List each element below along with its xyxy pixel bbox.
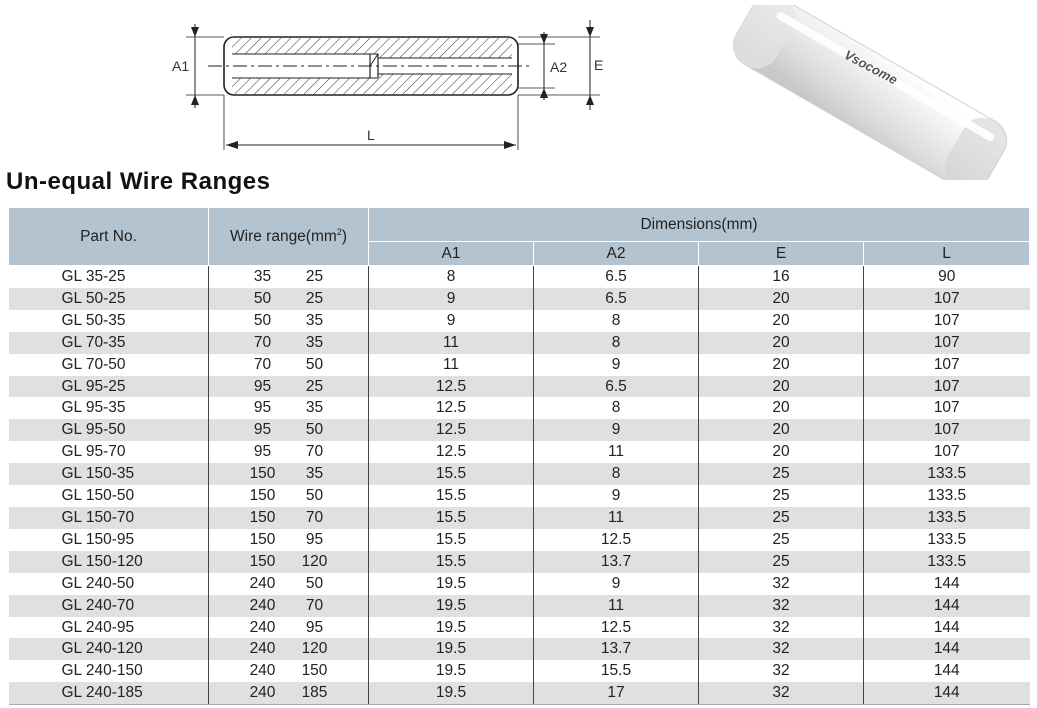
cell-l: 107 [864, 310, 1030, 332]
cell-l: 144 [864, 573, 1030, 595]
cell-a2: 17 [534, 682, 699, 704]
cell-a2: 13.7 [534, 551, 699, 573]
cell-e: 20 [699, 310, 864, 332]
wire-range-2: 25 [305, 268, 324, 285]
table-row [9, 638, 1030, 660]
cell-a1: 9 [369, 288, 534, 310]
cell-a1: 12.5 [369, 441, 534, 463]
cell-a1: 15.5 [369, 463, 534, 485]
cell-a1: 19.5 [369, 573, 534, 595]
cell-e: 32 [699, 595, 864, 617]
cell-a2: 9 [534, 573, 699, 595]
header-dimensions: Dimensions(mm) [369, 208, 1030, 242]
cell-a1: 15.5 [369, 485, 534, 507]
cell-e: 20 [699, 354, 864, 376]
cell-a2: 8 [534, 310, 699, 332]
cell-a1: 11 [369, 332, 534, 354]
wire-range-1: 95 [253, 443, 272, 461]
cell-part-no: GL 150-95 [61, 530, 135, 548]
cell-a1: 15.5 [369, 551, 534, 573]
header-e: E [699, 242, 864, 266]
wire-range-2: 35 [305, 399, 324, 417]
table-row [9, 595, 1030, 617]
header-a1: A1 [369, 242, 534, 266]
wire-range-1: 95 [253, 399, 272, 417]
table-row [9, 507, 1030, 529]
cell-part-no: GL 50-25 [9, 288, 209, 310]
wire-range-1: 50 [253, 311, 272, 329]
table-row [9, 682, 1030, 704]
wire-range-2: 35 [305, 465, 324, 483]
cell-wire-range [209, 419, 369, 441]
cell-a2: 8 [534, 397, 699, 419]
cell-l: 107 [864, 288, 1030, 310]
wire-range-2: 25 [305, 377, 324, 395]
header-part-no: Part No. [9, 208, 209, 266]
cell-part-no: GL 95-50 [9, 419, 209, 441]
cell-wire-range [209, 551, 369, 573]
cell-a2: 9 [534, 354, 699, 376]
cell-part-no: GL 240-95 [61, 618, 135, 636]
wire-range-1: 70 [253, 333, 272, 351]
wire-range-1: 50 [253, 289, 272, 307]
cell-a2: 12.5 [534, 529, 699, 551]
cell-a2: 6.5 [534, 376, 699, 398]
dim-label-a1: A1 [172, 58, 190, 74]
cell-wire-range [209, 595, 369, 617]
cell-e: 20 [699, 376, 864, 398]
table-row [9, 551, 1030, 573]
cell-a2: 11 [534, 441, 699, 463]
cell-l: 107 [864, 419, 1030, 441]
cell-part-no: GL 240-70 [9, 595, 209, 617]
cell-l: 144 [864, 682, 1030, 704]
wire-range-2: 50 [305, 355, 324, 373]
cell-wire-range [209, 529, 369, 551]
cell-part-no: GL 240-120 [9, 638, 209, 660]
cell-e: 25 [699, 507, 864, 529]
cell-a1: 15.5 [369, 529, 534, 551]
cell-part-no: GL 95-70 [61, 443, 126, 461]
table-row [9, 266, 1030, 288]
cell-e: 32 [699, 573, 864, 595]
cell-wire-range [209, 310, 369, 332]
cell-e: 32 [699, 660, 864, 682]
wire-range-2: 95 [305, 618, 324, 636]
wire-range-1: 70 [253, 355, 272, 373]
dim-label-e: E [594, 57, 604, 73]
cell-l: 107 [864, 376, 1030, 398]
wire-range-2: 120 [301, 640, 328, 658]
table-row [9, 573, 1030, 595]
cell-wire-range [209, 463, 369, 485]
cell-wire-range [209, 682, 369, 704]
table-row [9, 354, 1030, 376]
cell-a2: 9 [534, 419, 699, 441]
cell-a2: 11 [534, 507, 699, 529]
cell-part-no: GL 150-70 [9, 507, 209, 529]
cell-wire-range [209, 376, 369, 398]
cell-wire-range [209, 397, 369, 419]
wire-range-2: 70 [305, 508, 324, 526]
wire-range-2: 35 [305, 333, 324, 351]
cell-wire-range [209, 288, 369, 310]
cell-part-no: GL 240-150 [61, 662, 143, 680]
wire-range-2: 50 [305, 421, 324, 439]
header-wire-range: Wire $range(mm^2)$ [209, 208, 369, 266]
cell-wire-range [209, 485, 369, 507]
cell-e: 32 [699, 617, 864, 639]
cell-l: 90 [864, 266, 1030, 288]
cell-l: 144 [864, 638, 1030, 660]
wire-range-1: 150 [249, 530, 276, 548]
cell-part-no: GL 95-35 [61, 399, 126, 417]
wire-range-1: 150 [249, 465, 276, 483]
wire-range-1: 240 [249, 618, 276, 636]
cell-e: 20 [699, 419, 864, 441]
cell-part-no: GL 150-35 [9, 463, 209, 485]
cell-e: 32 [699, 638, 864, 660]
cell-a1: 12.5 [369, 397, 534, 419]
wire-range-1: 240 [249, 574, 276, 592]
cell-l: 144 [864, 595, 1030, 617]
table-row [9, 529, 1030, 551]
cell-e: 32 [699, 682, 864, 704]
cell-e: 25 [699, 551, 864, 573]
wire-range-2: 70 [305, 443, 324, 461]
table-row [9, 485, 1030, 507]
cell-a1: 19.5 [369, 595, 534, 617]
cell-a2: 15.5 [534, 660, 699, 682]
connector-drawing-svg [160, 10, 620, 160]
cell-part-no: GL 95-25 [9, 376, 209, 398]
cell-a1: 11 [369, 354, 534, 376]
cell-a1: 9 [369, 310, 534, 332]
technical-drawing [160, 10, 620, 160]
wire-range-2: 50 [305, 574, 324, 592]
cell-l: 144 [864, 617, 1030, 639]
cell-a2: 6.5 [534, 266, 699, 288]
wire-range-1: 150 [249, 552, 276, 570]
cell-a2: 9 [534, 485, 699, 507]
cell-wire-range [209, 266, 369, 288]
spec-table-body [9, 266, 1030, 705]
wire-range-2: 120 [301, 552, 328, 570]
wire-range-1: 150 [249, 508, 276, 526]
cell-e: 20 [699, 288, 864, 310]
wire-range-1: 150 [249, 487, 276, 505]
wire-range-2: 150 [301, 662, 328, 680]
connector-sleeve-image [715, 5, 1025, 180]
table-row [9, 419, 1030, 441]
wire-range-1: 35 [253, 268, 272, 285]
cell-e: 16 [699, 266, 864, 288]
header-a2: A2 [534, 242, 699, 266]
cell-wire-range [209, 441, 369, 463]
cell-a1: 8 [369, 266, 534, 288]
cell-part-no: GL 150-120 [9, 551, 209, 573]
dim-label-l: L [367, 127, 375, 143]
cell-l: 133.5 [864, 507, 1030, 529]
cell-e: 25 [699, 485, 864, 507]
cell-part-no: GL 70-50 [61, 355, 126, 373]
cell-e: 25 [699, 529, 864, 551]
cell-l: 144 [864, 660, 1030, 682]
cell-l: 107 [864, 354, 1030, 376]
section-title: Un-equal Wire Ranges [6, 168, 271, 195]
wire-range-1: 240 [249, 662, 276, 680]
wire-range-2: 70 [305, 596, 324, 614]
cell-part-no: GL 70-35 [9, 332, 209, 354]
cell-l: 133.5 [864, 529, 1030, 551]
cell-a2: 13.7 [534, 638, 699, 660]
cell-l: 107 [864, 397, 1030, 419]
wire-range-2: 95 [305, 530, 324, 548]
header-l: L [864, 242, 1030, 266]
cell-wire-range [209, 332, 369, 354]
cell-a2: 8 [534, 463, 699, 485]
table-row [9, 617, 1030, 639]
wire-range-1: 240 [249, 640, 276, 658]
cell-part-no: GL 150-50 [61, 487, 135, 505]
spec-table [8, 207, 1030, 705]
table-row [9, 463, 1030, 485]
cell-a1: 19.5 [369, 682, 534, 704]
cell-a2: 11 [534, 595, 699, 617]
cell-a1: 12.5 [369, 376, 534, 398]
wire-range-1: 240 [249, 596, 276, 614]
cell-a1: 19.5 [369, 617, 534, 639]
cell-a2: 6.5 [534, 288, 699, 310]
cell-part-no: GL 240-50 [61, 574, 135, 592]
cell-part-no: GL 240-185 [9, 682, 209, 704]
wire-range-1: 95 [253, 377, 272, 395]
cell-a1: 15.5 [369, 507, 534, 529]
table-row [9, 288, 1030, 310]
cell-a1: 19.5 [369, 660, 534, 682]
wire-range-2: 50 [305, 487, 324, 505]
cell-l: 107 [864, 441, 1030, 463]
cell-wire-range [209, 660, 369, 682]
product-photo [715, 5, 1025, 180]
brand-logo: Vsocome [841, 47, 900, 88]
cell-part-no: GL 35-25 [61, 268, 126, 285]
table-row [9, 660, 1030, 682]
wire-range-1: 95 [253, 421, 272, 439]
cell-e: 20 [699, 441, 864, 463]
wire-range-2: 25 [305, 289, 324, 307]
cell-wire-range [209, 354, 369, 376]
wire-range-1: 240 [249, 684, 276, 702]
table-row [9, 397, 1030, 419]
cell-l: 107 [864, 332, 1030, 354]
cell-wire-range [209, 617, 369, 639]
cell-l: 133.5 [864, 463, 1030, 485]
table-row [9, 332, 1030, 354]
table-row [9, 441, 1030, 463]
cell-l: 133.5 [864, 551, 1030, 573]
cell-wire-range [209, 638, 369, 660]
cell-wire-range [209, 573, 369, 595]
cell-e: 20 [699, 332, 864, 354]
wire-range-2: 35 [305, 311, 324, 329]
table-row [9, 310, 1030, 332]
cell-wire-range [209, 507, 369, 529]
cell-part-no: GL 50-35 [61, 311, 126, 329]
table-row [9, 376, 1030, 398]
cell-e: 20 [699, 397, 864, 419]
cell-l: 133.5 [864, 485, 1030, 507]
wire-range-2: 185 [301, 684, 328, 702]
dim-label-a2: A2 [550, 59, 568, 75]
cell-a2: 8 [534, 332, 699, 354]
cell-a1: 19.5 [369, 638, 534, 660]
cell-e: 25 [699, 463, 864, 485]
cell-a2: 12.5 [534, 617, 699, 639]
cell-a1: 12.5 [369, 419, 534, 441]
